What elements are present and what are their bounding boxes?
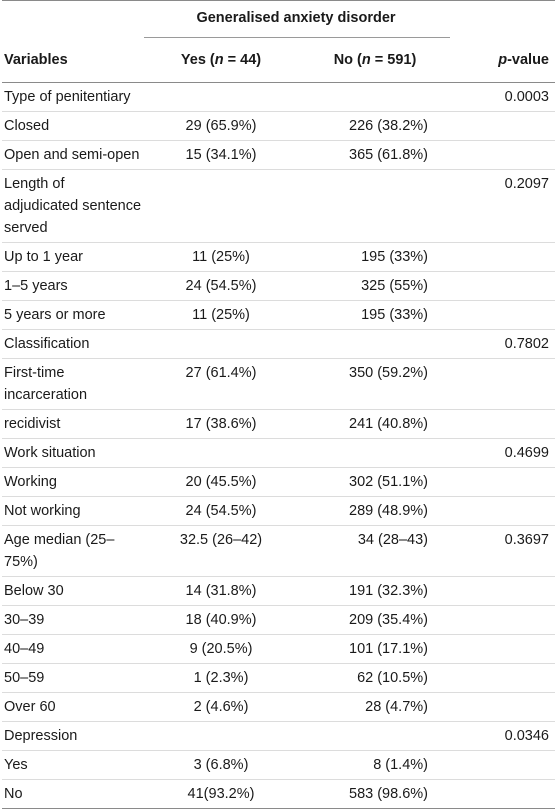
table-row [2,526,555,577]
cell-yes: 24 (54.5%) [185,503,257,519]
cell-no: 34 (28–43) [357,532,428,548]
cell-variable: Working [4,474,57,490]
cell-p-value [450,141,555,170]
cell-variable: No [4,786,23,802]
table-row [2,722,555,751]
cell-yes [142,330,300,359]
cell-variable: Closed [4,118,50,134]
cell-no: 302 (51.1%) [349,474,428,490]
cell-no: 8 (1.4%) [373,757,428,773]
table-row [2,141,555,170]
cell-p-value [450,751,555,780]
cell-p-value: 0.3697 [504,532,549,548]
cell-p-value [450,497,555,526]
cell-p-value: 0.4699 [504,445,549,461]
cell-variable: Type of penitentiary [4,89,131,105]
cell-no: 101 (17.1%) [349,641,428,657]
table-row [2,664,555,693]
cell-variable: 30–39 [4,612,45,628]
cell-yes: 14 (31.8%) [185,583,257,599]
table-row [2,693,555,722]
cell-no: 62 (10.5%) [357,670,428,686]
cell-yes: 20 (45.5%) [185,474,257,490]
cell-yes: 24 (54.5%) [185,278,257,294]
table-row [2,83,555,112]
cell-p-value [450,359,555,410]
cell-no: 226 (38.2%) [349,118,428,134]
anxiety-table [2,0,555,809]
cell-yes: 11 (25%) [192,307,250,323]
cell-variable: Work situation [4,445,96,461]
group-spacer-left [2,0,142,38]
cell-p-value: 0.0346 [504,728,549,744]
cell-variable: 50–59 [4,670,45,686]
cell-yes: 1 (2.3%) [193,670,249,686]
cell-variable: 40–49 [4,641,45,657]
table-row [2,112,555,141]
col-header-p-value: p-value [450,38,555,83]
cell-variable: Below 30 [4,583,64,599]
cell-yes: 2 (4.6%) [193,699,249,715]
cell-p-value [450,112,555,141]
cell-no: 28 (4.7%) [365,699,428,715]
cell-variable: Open and semi-open [4,147,140,163]
cell-variable: Depression [4,728,78,744]
cell-no [300,170,450,243]
cell-p-value [450,410,555,439]
cell-variable: 5 years or more [4,307,106,323]
cell-p-value [450,468,555,497]
column-header-row [2,38,555,83]
cell-yes: 27 (61.4%) [185,365,257,381]
cell-no: 289 (48.9%) [349,503,428,519]
table-row [2,301,555,330]
cell-no [300,439,450,468]
col-header-no: No (n = 591) [300,38,450,83]
cell-yes: 29 (65.9%) [185,118,257,134]
cell-variable: Classification [4,336,90,352]
cell-yes: 41(93.2%) [187,786,255,802]
table-row [2,272,555,301]
cell-p-value [450,243,555,272]
cell-no: 350 (59.2%) [349,365,428,381]
cell-p-value [450,693,555,722]
cell-variable: First-time incarceration [4,365,88,403]
cell-yes: 3 (6.8%) [193,757,249,773]
table-row [2,359,555,410]
group-underline [144,37,450,38]
cell-variable: Length of adjudicated sentence served [4,176,142,236]
cell-no [300,330,450,359]
cell-no [300,722,450,751]
cell-yes: 11 (25%) [192,249,250,265]
cell-yes: 9 (20.5%) [189,641,253,657]
table-row [2,751,555,780]
cell-p-value [450,780,555,809]
table-row [2,170,555,243]
cell-variable: recidivist [4,416,61,432]
cell-no: 195 (33%) [361,307,428,323]
cell-p-value [450,635,555,664]
table-body [2,83,555,809]
table-row [2,243,555,272]
cell-no: 365 (61.8%) [349,147,428,163]
cell-variable: Over 60 [4,699,56,715]
cell-p-value [450,301,555,330]
cell-yes: 17 (38.6%) [185,416,257,432]
table-row [2,497,555,526]
table-row [2,330,555,359]
cell-no: 325 (55%) [361,278,428,294]
cell-p-value: 0.0003 [504,89,549,105]
cell-p-value [450,577,555,606]
cell-no: 241 (40.8%) [349,416,428,432]
table-row [2,468,555,497]
cell-p-value: 0.7802 [504,336,549,352]
cell-variable: 1–5 years [4,278,68,294]
cell-variable: Up to 1 year [4,249,83,265]
cell-no [300,83,450,112]
group-header [142,0,450,38]
group-header-row [2,0,555,38]
cell-no: 195 (33%) [361,249,428,265]
cell-yes: 18 (40.9%) [185,612,257,628]
cell-p-value [450,272,555,301]
cell-yes: 32.5 (26–42) [179,532,263,548]
cell-yes: 15 (34.1%) [185,147,257,163]
col-header-variables: Variables [2,38,142,83]
table-row [2,780,555,809]
table-row [2,635,555,664]
cell-no: 583 (98.6%) [349,786,428,802]
group-title: Generalised anxiety disorder [196,10,396,26]
cell-yes [142,83,300,112]
cell-p-value [450,664,555,693]
cell-yes [142,439,300,468]
cell-variable: Age median (25–75%) [4,532,115,570]
cell-p-value: 0.2097 [504,176,549,192]
cell-yes [142,722,300,751]
col-header-yes: Yes (n = 44) [142,38,300,83]
cell-variable: Not working [4,503,81,519]
table-row [2,577,555,606]
cell-no: 191 (32.3%) [349,583,428,599]
group-spacer-right [450,0,555,38]
cell-no: 209 (35.4%) [349,612,428,628]
table-row [2,410,555,439]
cell-yes [142,170,300,243]
table-row [2,439,555,468]
cell-variable: Yes [4,757,28,773]
table-row [2,606,555,635]
cell-p-value [450,606,555,635]
